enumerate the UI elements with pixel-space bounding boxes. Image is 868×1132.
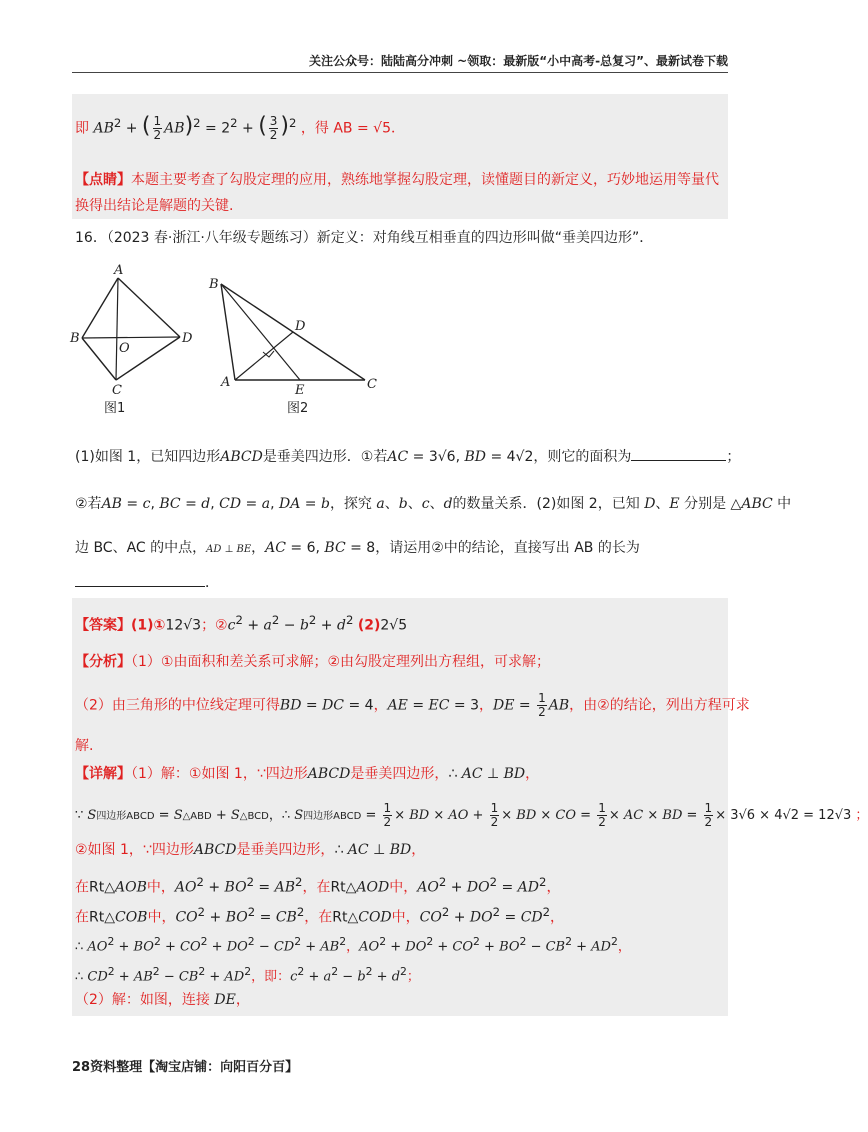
question-1: (1)如图 1，已知四边形ABCD是垂美四边形．①若AC = 3√6, BD = 4√2，则它的面积为 ； <box>75 446 740 467</box>
detail-line-5: 在Rt△COB中，$CO^2 + BO^2 = CB^2$，在Rt△COD中，$CO^2 + DO^2 = CD^2$， <box>75 905 565 926</box>
problem-stem: 16．（2023 春·浙江·八年级专题练习）新定义：对角线互相垂直的四边形叫做“垂美四边形”． <box>75 230 654 246</box>
detail-line-8: （2）解：如图，连接 DE， <box>75 992 250 1008</box>
detail-line-4: 在Rt△AOB中，$AO^2 + BO^2 = AB^2$，在Rt△AOD中，$AO^2 + DO^2 = AD^2$， <box>75 875 561 896</box>
svg-text:D: D <box>182 331 193 346</box>
detail-line-3: ②如图 1，∵四边形ABCD是垂美四边形，∴ AC ⊥ BD， <box>75 842 426 858</box>
answer-line: 【答案】(1)①12√3；$②c^2 + a^2 - b^2 + d^2$ (2)2√5 <box>75 613 408 634</box>
page-number: 28 <box>72 1060 91 1075</box>
figure-2-caption: 图2 <box>287 401 309 416</box>
figure-1-caption: 图1 <box>104 401 126 416</box>
question-3: 边 BC、AC 的中点，AD ⊥ BE，AC = 6, BC = 8，请运用②中的结论，直接写出 AB 的长为 <box>75 540 640 556</box>
prev-equation: 即 $AB^2$ + ( $\frac{1}{2}$ $AB)^2 = 2^2$ + ( $\frac{3}{2}$ )$^2$ ，得 AB = √5． <box>75 113 405 143</box>
answer-blank-2[interactable] <box>75 572 205 587</box>
svg-text:B: B <box>209 277 219 292</box>
svg-text:D: D <box>295 319 306 334</box>
page-header: 关注公众号：陆陆高分冲刺 ~领取：最新版“小中高考-总复习”、最新试卷下载 <box>309 54 728 68</box>
detail-line-6: ∴ $AO^2 + BO^2 + CO^2 + DO^2 - CD^2 + AB^2$，$AO^2 + DO^2 + CO^2 + BO^2 - CB^2 + AD^2$， <box>75 935 631 955</box>
question-2: ②若AB = c, BC = d, CD = a, DA = b，探究 a、b、c、d的数量关系．(2)如图 2，已知 D、E 分别是 △ABC 中 <box>75 496 792 512</box>
svg-text:E: E <box>295 383 305 398</box>
svg-text:C: C <box>112 383 122 398</box>
page-footer: 28资料整理【淘宝店铺：向阳百分百】 <box>72 1060 299 1075</box>
header-rule <box>72 72 728 73</box>
figure-1 <box>70 262 200 422</box>
analysis-line-3: 解. <box>75 738 94 754</box>
detail-line-7: ∴ $CD^2 + AB^2 - CB^2 + AD^2$，即：$c^2 + a^2 - b^2 + d^2$； <box>75 965 420 985</box>
analysis-line-1: 【分析】（1）①由面积和差关系可求解；②由勾股定理列出方程组，可求解； <box>75 654 551 670</box>
svg-text:A: A <box>221 375 231 390</box>
prev-tip-line2: 换得出结论是解题的关键. <box>75 198 234 214</box>
detail-line-1: 【详解】（1）解：①如图 1，∵四边形ABCD是垂美四边形，∴ AC ⊥ BD， <box>75 766 540 782</box>
svg-text:C: C <box>367 377 377 392</box>
detail-line-2: ∵ S四边形ABCD = S△ABD + S△BCD，∴ S四边形ABCD = $\frac{1}{2}$ × BD × AO + $\frac{1}{2}$ × BD × CO = $\frac{1}{2}$ × AC × BD = $\frac{1}{2}$ × 3√6 × 4√2 = 12√3 ； <box>75 801 868 829</box>
question-4: ． <box>75 572 219 593</box>
figure-2 <box>205 272 385 422</box>
answer-blank-1[interactable] <box>631 446 726 461</box>
svg-text:A: A <box>114 263 124 278</box>
analysis-line-2: （2）由三角形的中位线定理可得BD = DC = 4，AE = EC = 3，DE = $\frac{1}{2}$ AB，由②的结论，列出方程可求 <box>75 691 750 719</box>
prev-tip-line1: 【点睛】本题主要考查了勾股定理的应用，熟练地掌握勾股定理，读懂题目的新定义，巧妙地运用等量代 <box>75 172 719 188</box>
svg-text:O: O <box>119 341 130 356</box>
svg-text:B: B <box>70 331 80 346</box>
